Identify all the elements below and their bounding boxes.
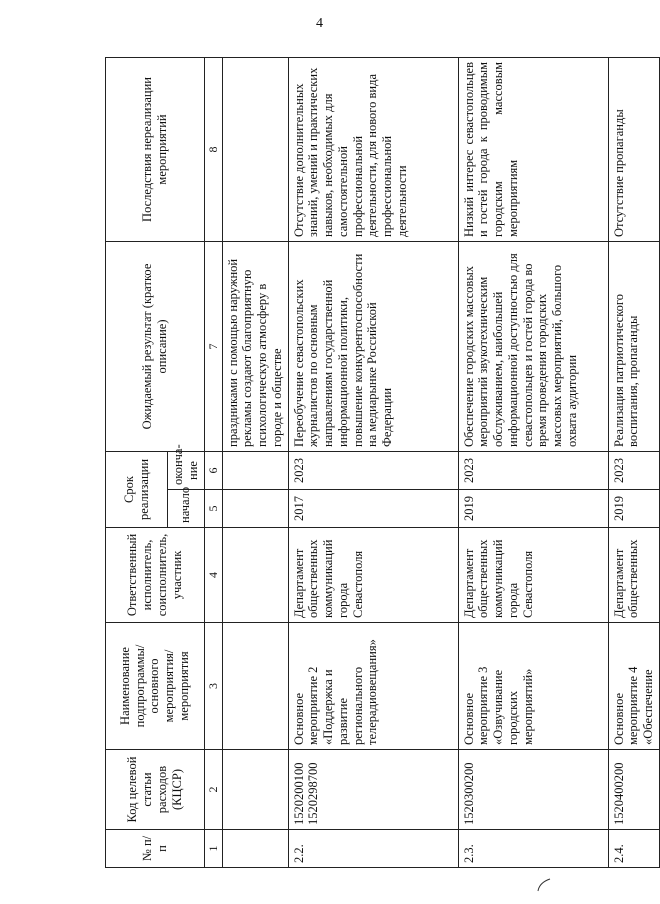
ink-mark-icon [536,878,554,892]
rotated-table-container [105,58,655,868]
table-row [458,57,608,867]
row-end [222,451,288,489]
row-code: 1520300200 [458,750,608,830]
row-name [222,623,288,750]
header-term: Срок реализации [106,451,168,527]
row-no: 2.2. [288,830,458,868]
row-code: 1520200100 1520298700 [288,750,458,830]
header-code: Код целевой статьи расходов (КЦСР) [106,750,205,830]
row-responsible: Департамент общественных коммуникаций города Севастополя [288,528,458,623]
header-result: Ожидаемый результат (краткое описание) [106,241,205,451]
row-start: 2019 [458,490,608,528]
column-number: 2 [204,750,222,830]
row-name: Основное мероприятие 2 «Поддержка и развитие регионального телерадиовещания» [288,623,458,750]
table-row [608,57,659,867]
row-start: 2019 [608,490,659,528]
header-end: оконча-ние [168,451,205,489]
header-responsible: Ответственный исполнитель, соисполнитель, участник [106,528,205,623]
row-start: 2017 [288,490,458,528]
measures-table [105,57,660,868]
row-result: Реализация патриотического воспитания, пропаганды [608,241,659,451]
row-end: 2023 [288,451,458,489]
row-name: Основное мероприятие 4 «Обеспечение [608,623,659,750]
table-row [288,57,458,867]
row-result: Переобучение севастопольских журналистов по основным направлениям государственной информационной политики, повышение конкурентоспособности на медиарынке Российской Федерации [288,241,458,451]
header-start: начало [168,490,205,528]
row-name: Основное мероприятие 3 «Озвучивание городских мероприятий» [458,623,608,750]
row-code: 1520400200 [608,750,659,830]
row-no [222,830,288,868]
row-responsible: Департамент общественных коммуникаций города Севастополя [458,528,608,623]
column-number: 7 [204,241,222,451]
row-result: праздниками с помощью наружной рекламы создают благоприятную психологическую атмосферу в городе и обществе [222,241,288,451]
row-start [222,490,288,528]
column-number: 8 [204,57,222,241]
row-consequences: Отсутствие пропаганды [608,57,659,241]
table-row [222,57,288,867]
row-result: Обеспечение городских массовых мероприятий звукотехническим обслуживанием, наибольшей информационной доступностью для севастопольцев и гостей города во время проведения городских массовых мероприятий, большого охвата аудитории [458,241,608,451]
row-end: 2023 [608,451,659,489]
row-no: 2.3. [458,830,608,868]
row-end: 2023 [458,451,608,489]
row-consequences [222,57,288,241]
row-code [222,750,288,830]
header-no: № п/п [106,830,205,868]
row-responsible [222,528,288,623]
header-consequences: Последствия нереализации мероприятий [106,57,205,241]
column-number: 1 [204,830,222,868]
row-responsible: Департамент общественных [608,528,659,623]
column-number: 6 [204,451,222,489]
column-number: 5 [204,490,222,528]
row-consequences: Отсутствие дополнительных знаний, умений и практических навыков, необходимых для самостоятельной профессиональной деятельности, для нового вида профессиональной деятельности [288,57,458,241]
column-number: 3 [204,623,222,750]
header-name: Наименование подпрограммы/ основного мероприятия/ мероприятия [106,623,205,750]
row-consequences: Низкий интерес севастопольцев и гостей города к проводимым городским массовым мероприятиям [458,57,608,241]
row-no: 2.4. [608,830,659,868]
page-number: 4 [316,16,323,31]
column-number: 4 [204,528,222,623]
